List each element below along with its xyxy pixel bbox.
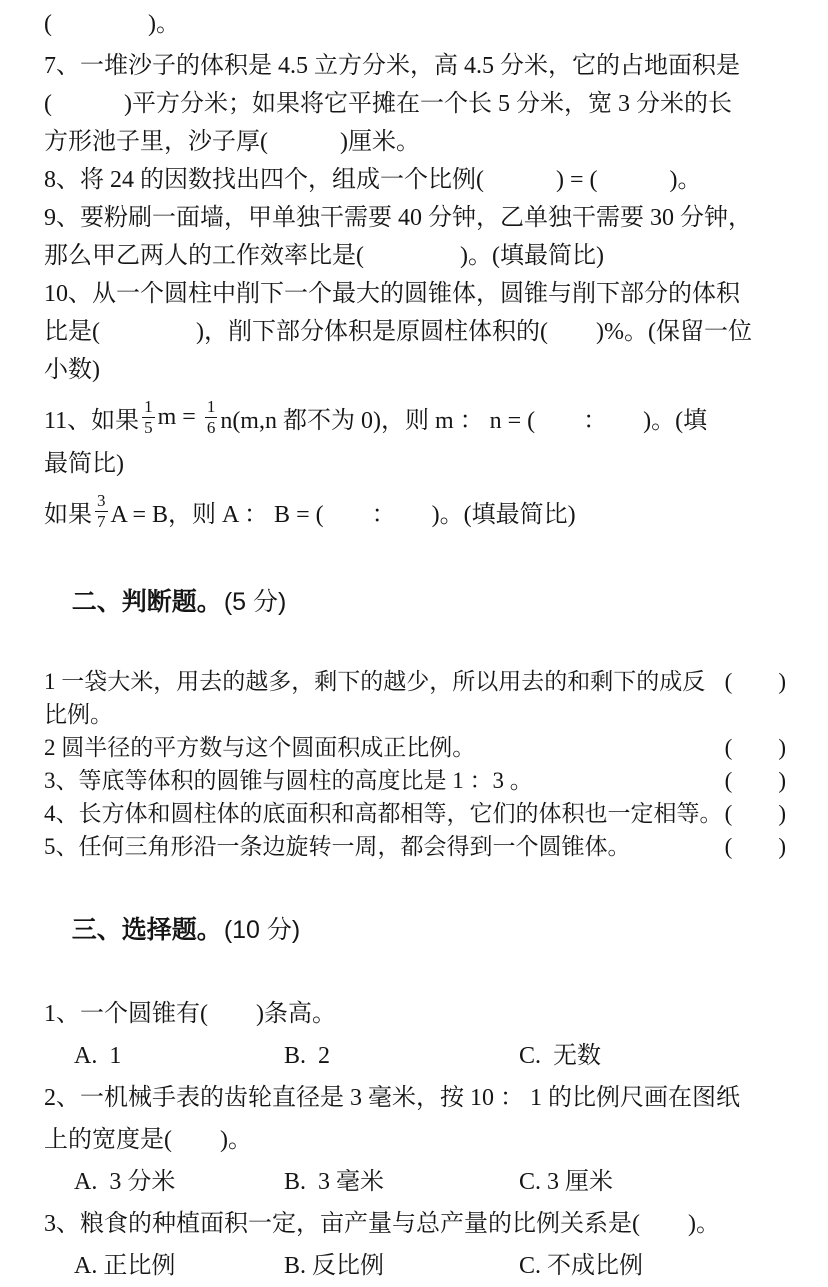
q11b-prefix: 如果 <box>44 501 92 528</box>
choice-heading-score: (10 分) <box>223 916 301 944</box>
judge-item-text: 3、等底等体积的圆锥与圆柱的高度比是 1 ：3 。 <box>44 768 533 793</box>
judge-section-heading <box>44 539 792 665</box>
fraction-numerator: 1 <box>144 397 153 417</box>
option-b: B. 2 <box>284 1043 331 1069</box>
q11-mid: m = <box>157 403 202 430</box>
option-c: C. 3 厘米 <box>519 1169 614 1195</box>
fill-q7-line1: 7、一堆沙子的体积是 4.5 立方分米，高 4.5 分米，它的占地面积是 <box>44 53 740 79</box>
judge-item-2 <box>44 731 792 764</box>
answer-blank: ( ) <box>724 801 786 826</box>
fraction-numerator: 1 <box>206 397 216 417</box>
option-b: B. 反比例 <box>284 1253 385 1279</box>
judge-heading-score: (5 分) <box>223 588 287 616</box>
answer-blank: ( ) <box>724 834 786 859</box>
fill-q11-line2: 最简比) <box>44 451 124 477</box>
fill-q7-line2: ( )平方分米；如果将它平摊在一个长 5 分米，宽 3 分米的长 <box>44 91 732 117</box>
answer-blank: ( ) <box>724 735 786 760</box>
option-a: A. 正比例 <box>74 1253 176 1279</box>
judge-item-text: 5、任何三角形沿一条边旋转一周，都会得到一个圆锥体。 <box>44 834 631 859</box>
judge-item-3 <box>44 764 792 797</box>
choice-q3-options <box>44 1245 792 1287</box>
fill-q11-line1 <box>44 389 792 445</box>
fill-q9-line2: 那么甲乙两人的工作效率比是( )。(填最简比) <box>44 243 604 269</box>
choice-heading-title: 三、选择题。 <box>71 916 222 944</box>
judge-item-4 <box>44 797 792 830</box>
option-c: C. 不成比例 <box>519 1253 644 1279</box>
answer-blank: ( ) <box>724 768 786 793</box>
option-b: B. 3 毫米 <box>284 1169 385 1195</box>
judge-heading-title: 二、判断题。 <box>71 588 222 616</box>
choice-q3-text: 3、粮食的种植面积一定，亩产量与总产量的比例关系是( )。 <box>44 1211 720 1237</box>
judge-item-1 <box>44 665 792 731</box>
fraction-denominator: 6 <box>206 417 216 437</box>
judge-item-5 <box>44 830 792 863</box>
judge-item-text: 1 一袋大米，用去的越多，剩下的越少，所以用去的和剩下的成反比例。 <box>44 669 706 727</box>
fill-stray-blank-line: ( )。 <box>44 11 180 37</box>
q11-suffix: n(m,n 都不为 0)，则 m ： n = ( ： )。(填 <box>220 407 708 434</box>
choice-section-heading <box>44 867 792 993</box>
choice-q2-line1: 2、一机械手表的齿轮直径是 3 毫米，按 10 ： 1 的比例尺画在图纸 <box>44 1085 740 1111</box>
fraction-denominator: 7 <box>97 511 106 531</box>
fraction-denominator: 5 <box>144 417 153 437</box>
fraction-one-fifth <box>142 397 155 436</box>
fill-q10-line3: 小数) <box>44 357 100 383</box>
judge-item-text: 2 圆半径的平方数与这个圆面积成正比例。 <box>44 735 476 760</box>
answer-blank: ( ) <box>724 669 786 694</box>
choice-q1-options <box>44 1035 792 1077</box>
fill-q10-line1: 10、从一个圆柱中削下一个最大的圆锥体，圆锥与削下部分的体积 <box>44 281 740 307</box>
fill-q7-line3: 方形池子里，沙子厚( )厘米。 <box>44 129 420 155</box>
fraction-numerator: 3 <box>97 491 106 511</box>
choice-q1-text: 1、一个圆锥有( )条高。 <box>44 1001 336 1027</box>
fill-q10-line2: 比是( )，削下部分体积是原圆柱体积的( )%。(保留一位 <box>44 319 752 345</box>
q11-prefix: 11、如果 <box>44 407 140 434</box>
option-c: C. 无数 <box>519 1043 602 1069</box>
option-a: A. 3 分米 <box>74 1169 176 1195</box>
fraction-three-sevenths <box>95 491 108 530</box>
choice-q2-options <box>44 1161 792 1203</box>
judge-item-text: 4、长方体和圆柱体的底面积和高都相等，它们的体积也一定相等。 <box>44 801 723 826</box>
q11b-suffix: A = B，则 A ： B = ( ： )。(填最简比) <box>110 501 576 528</box>
fraction-one-sixth <box>205 397 218 436</box>
fill-q9-line1: 9、要粉刷一面墙，甲单独干需要 40 分钟，乙单独干需要 30 分钟， <box>44 205 752 231</box>
fill-q8-line: 8、将 24 的因数找出四个，组成一个比例( ) = ( )。 <box>44 167 702 193</box>
option-a: A. 1 <box>74 1043 122 1069</box>
choice-q2-line2: 上的宽度是( )。 <box>44 1127 252 1153</box>
fill-q11b-line <box>44 483 792 539</box>
